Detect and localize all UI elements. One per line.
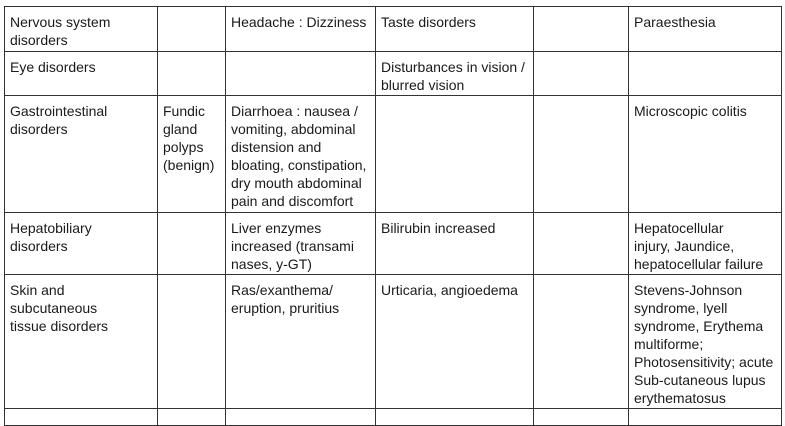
table-row-hepatobiliary [5,213,782,275]
table-row-partial [5,409,782,426]
table-cell [158,52,226,96]
system-organ-class-cell: Skin and subcutaneous tissue disorders [5,275,158,409]
table-cell: Stevens-Johnson syndrome, lyell syndrome, Erythema multiforme; Photosensitivity; acute Sub-cutaneous lupus erythematosus [629,275,782,409]
table-cell [376,96,534,213]
table-row-skin [5,275,782,409]
system-organ-class-cell: Nervous system disorders [5,7,158,52]
table-cell: Headache : Dizziness [226,7,376,52]
table-cell [158,409,226,426]
system-organ-class-cell: Gastrointestinal disorders [5,96,158,213]
table-cell: Bilirubin increased [376,213,534,275]
table-cell: Ras/exanthema/ eruption, pruritius [226,275,376,409]
table-cell [534,52,629,96]
table-cell [226,52,376,96]
table-cell [158,213,226,275]
table-cell [629,409,782,426]
table-cell [376,409,534,426]
table-row-eye [5,52,782,96]
table-cell [158,275,226,409]
table-cell: Fundic gland polyps (benign) [158,96,226,213]
table-cell [534,275,629,409]
system-organ-class-cell: Eye disorders [5,52,158,96]
table-row-nervous-system [5,7,782,52]
table-cell [534,409,629,426]
table-cell [534,213,629,275]
table-cell [5,409,158,426]
table-cell: Hepatocellular injury, Jaundice, hepatocellular failure [629,213,782,275]
table-cell: Paraesthesia [629,7,782,52]
table-cell [226,409,376,426]
adverse-reactions-table [4,6,782,426]
table-cell: Taste disorders [376,7,534,52]
table-cell: Disturbances in vision / blurred vision [376,52,534,96]
system-organ-class-cell: Hepatobiliary disorders [5,213,158,275]
table-row-gastrointestinal [5,96,782,213]
table-cell [629,52,782,96]
table-cell: Urticaria, angioedema [376,275,534,409]
table-cell: Microscopic colitis [629,96,782,213]
table-cell [534,96,629,213]
table-cell: Liver enzymes increased (transami nases, y-GT) [226,213,376,275]
table-cell [158,7,226,52]
table-cell [534,7,629,52]
table-cell: Diarrhoea : nausea / vomiting, abdominal distension and bloating, constipation, dry mouth abdominal pain and discomfort [226,96,376,213]
